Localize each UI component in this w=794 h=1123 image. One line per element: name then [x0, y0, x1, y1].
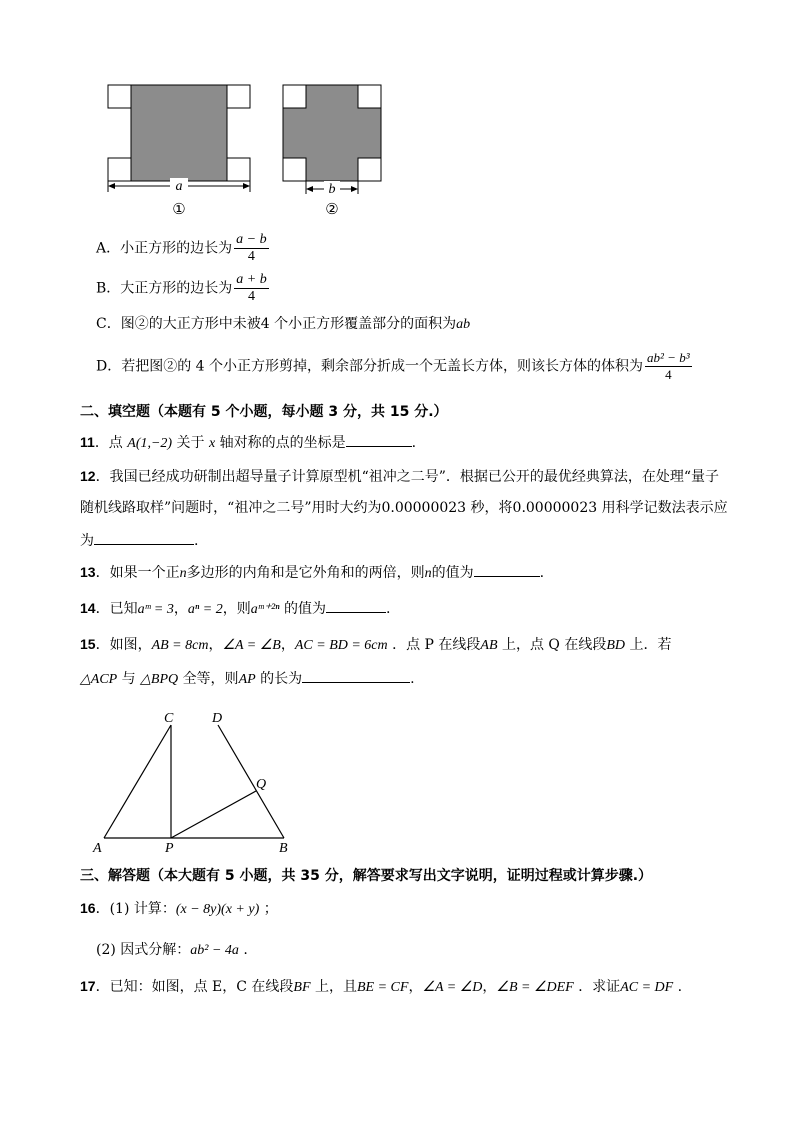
fig2-caption: ②: [325, 202, 339, 218]
label-d: D: [212, 711, 223, 726]
question-15-line-1: 15．如图，AB = 8cm，∠A = ∠B，AC = BD = 6cm ．点 P 在线段AB 上，点 Q 在线段BD 上．若: [80, 636, 672, 653]
label-p: P: [165, 841, 174, 856]
label-q: Q: [256, 777, 267, 792]
question-15-line-2: △ACP 与 △BPQ 全等，则AP 的长为 .: [80, 668, 415, 690]
figure-1-square: [104, 82, 254, 222]
fig2-dim-label: b: [328, 182, 336, 197]
question-16-part-2: (2) 因式分解：ab² − 4a .: [96, 942, 248, 958]
question-14: 14．已知aᵐ = 3，aⁿ = 2，则aᵐ⁺²ⁿ 的值为 .: [80, 600, 391, 617]
section-2-title: 二、填空题（本题有 5 个小题，每小题 3 分，共 15 分.）: [80, 404, 448, 420]
q14-answer-blank[interactable]: [326, 598, 386, 613]
option-b: B．大正方形的边长为 $\frac{a + b}{4}$: [96, 272, 267, 304]
segment-ac: [104, 725, 171, 838]
option-c: C．图②的大正方形中未被4 个小正方形覆盖部分的面积为ab: [96, 316, 471, 332]
q11-answer-blank[interactable]: [346, 432, 412, 447]
question-12-line-2: 随机线路取样”问题时，“祖冲之二号”用时大约为0.00000023 秒，将0.00000023 用科学记数法表示应: [80, 500, 728, 516]
fig1-corner-br: [227, 158, 250, 181]
option-d-fraction: $\frac{\text{ab² − b³}}{4}$: [647, 350, 690, 382]
segment-pq: [171, 791, 256, 838]
q15-answer-blank[interactable]: [302, 668, 410, 683]
fig1-corner-tr: [227, 85, 250, 108]
option-d: D．若把图②的 4 个小正方形剪掉，剩余部分折成一个无盖长方体，则该长方体的体积为 $\frac{\text{ab² − b³}}{4}$: [96, 350, 690, 382]
fig1-caption: ①: [172, 202, 186, 218]
question-13: 13．如果一个正n多边形的内角和是它外角和的两倍，则n的值为 .: [80, 564, 545, 581]
label-a: A: [93, 841, 102, 856]
question-16-part-1: 16．(1) 计算：(x − 8y)(x + y) ；: [80, 900, 278, 917]
q12-answer-blank[interactable]: [94, 530, 194, 545]
figure-2-cross: [279, 82, 389, 222]
fig1-shaded-square: [131, 85, 227, 181]
fig1-corner-tl: [108, 85, 131, 108]
question-11: 11．点 A(1,−2) 关于 x 轴对称的点的坐标是 .: [80, 434, 417, 451]
question-12-line-3: 为 .: [80, 530, 198, 551]
fig1-corner-bl: [108, 158, 131, 181]
fig1-dim-label: a: [175, 179, 183, 194]
label-c: C: [164, 711, 174, 726]
question-12-line-1: 12．我国已经成功研制出超导量子计算原型机“祖冲之二号”．根据已公开的最优经典算法，在处理“量子: [80, 468, 720, 485]
option-a-fraction: $\frac{a - b}{4}$: [236, 232, 267, 264]
question-17: 17．已知：如图，点 E，C 在线段BF 上，且BE = CF，∠A = ∠D，∠B = ∠DEF ．求证AC = DF .: [80, 978, 683, 995]
label-b: B: [279, 841, 288, 856]
section-3-title: 三、解答题（本大题有 5 小题，共 35 分，解答要求写出文字说明，证明过程或计算步骤.）: [80, 868, 653, 884]
option-b-fraction: $\frac{a + b}{4}$: [236, 272, 267, 304]
segment-bd: [218, 725, 284, 838]
option-a: A．小正方形的边长为 $\frac{a - b}{4}$: [96, 232, 267, 264]
q13-answer-blank[interactable]: [474, 562, 540, 577]
q15-geometry-figure: [88, 706, 308, 856]
